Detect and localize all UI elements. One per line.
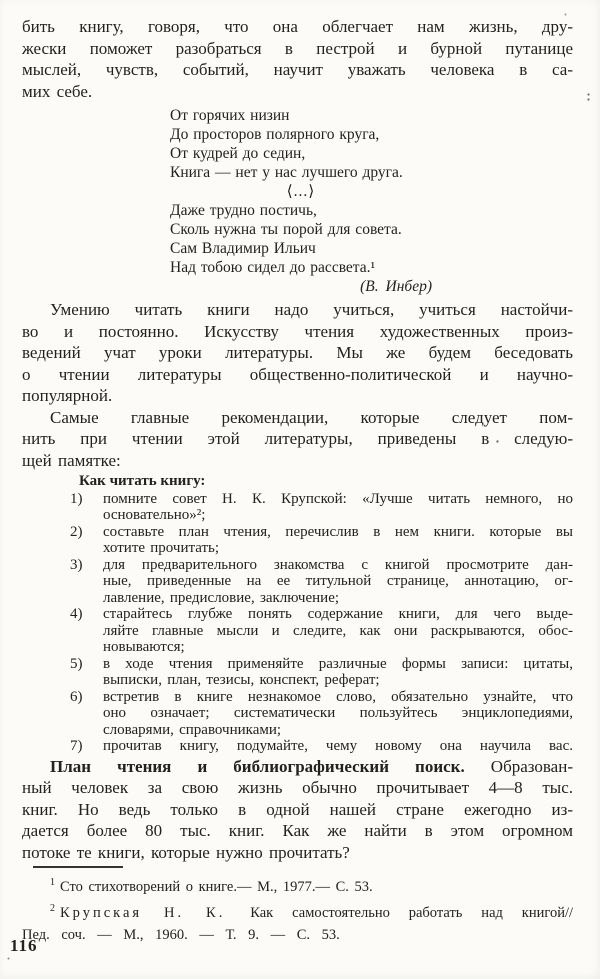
footnote-text: Сто стихотворений о книге.— М., 1977.— С. 53. [60, 878, 373, 895]
text-line: дается более 80 тыс. книг. Как же найти в этом огромном [22, 821, 573, 840]
footnote-marker: 2 [50, 902, 55, 914]
text-line: новываются; [103, 639, 185, 655]
poem-line: Сам Владимир Ильич [170, 240, 316, 257]
text-line: составьте план чтения, перечислив в нем книги. которые вы [103, 523, 573, 540]
poem-line: От кудрей до седин, [170, 145, 306, 162]
poem-line: Над тобою сидел до рассвета.¹ [170, 259, 376, 276]
text-line: о чтении литературы общественно-политической и научно- [22, 364, 573, 384]
text-line: Самые главные рекомендации, которые следует пом- [50, 407, 573, 427]
poem-line: До просторов полярного круга, [170, 126, 380, 143]
poem-ellipsis-separator: ⟨...⟩ [286, 183, 316, 200]
text-line: старайтесь глубже понять содержание книги, для чего выде- [103, 606, 573, 622]
text-line: оно означает; систематически пользуйтесь энциклопедиями, [103, 705, 573, 721]
memo-item [70, 656, 573, 689]
footnote-2 [22, 898, 573, 946]
text-run: Образован- [490, 756, 573, 776]
poem-line: Книга — нет у нас лучшего друга. [170, 164, 403, 181]
text-line: нить при чтении этой литературы, приведены в следую- [22, 429, 573, 448]
text-line [22, 756, 573, 778]
memo-item-number: 2) [70, 523, 83, 540]
memo-title: Как читать книгу: [79, 473, 206, 489]
text-line: словарями, справочниками; [103, 721, 282, 738]
text-line: Умению читать книги надо учиться, учиться настойчи- [50, 300, 573, 319]
poem-line: Сколь нужна ты порой для совета. [170, 221, 402, 238]
memo-item [70, 524, 573, 557]
run-in-heading: План чтения и библиографический поиск. [50, 756, 465, 776]
memo-item-number: 3) [70, 556, 83, 573]
text-line: хотите прочитать; [103, 540, 220, 556]
memo-item [70, 491, 573, 524]
poem-attribution: (В. Инбер) [360, 278, 432, 295]
poem-line: Даже трудно постичь, [170, 202, 317, 219]
memo-item-number: 4) [70, 606, 83, 622]
text-line: ляйте главные мысли и следите, как они раскрываются, обос- [103, 622, 573, 639]
paragraph-plan [22, 756, 573, 864]
text-line: для предварительного знакомства с книгой просмотрите дан- [103, 556, 573, 573]
footnote-author: Крупская Н. К. [60, 904, 226, 921]
text-line: лавление, предисловие, заключение; [103, 589, 340, 606]
text-line: книг. Но ведь только в одной нашей стране ежегодно из- [22, 799, 573, 819]
scan-artifacts [0, 0, 1, 1]
text-line: жески поможет разобраться в пестрой и бурной путанице [22, 38, 573, 58]
memo-item [70, 738, 573, 755]
memo-item [70, 689, 573, 739]
text-line: ные, приведенные на ее титульной странице, аннотацию, ог- [103, 573, 573, 589]
reading-memo [70, 473, 573, 755]
text-line: щей памятке: [22, 450, 121, 470]
text-line: во и постоянно. Искусству чтения художественных произ- [22, 321, 573, 341]
text-line: мих себе. [22, 81, 93, 101]
text-line: популярной. [22, 386, 113, 405]
footnote-marker: 1 [50, 877, 55, 888]
poem-quote [170, 106, 432, 296]
memo-item [70, 606, 573, 656]
text-line: в ходе чтения применяйте различные формы записи: цитаты, [103, 655, 573, 672]
memo-item-number: 6) [70, 688, 83, 705]
memo-item-number: 1) [70, 490, 83, 507]
memo-item-number: 7) [70, 738, 83, 754]
paragraph-body [22, 299, 573, 407]
text-line: ный человек за свою жизнь обычно прочитывает 4—8 тыс. [22, 778, 573, 797]
footnote-1 [22, 872, 573, 898]
footnote-text: Как самостоятельно работать над книгой// [250, 904, 574, 921]
paragraph-continuation [22, 16, 573, 102]
text-line: мыслей, чувств, событий, научит уважать человека в са- [22, 60, 573, 79]
footnote-separator-rule [33, 866, 123, 868]
text-line [22, 898, 573, 924]
text-line: прочитав книгу, подумайте, чему новому она научила вас. [103, 738, 573, 754]
footnotes-section [22, 866, 573, 946]
text-line: помните совет Н. К. Крупской: «Лучше читать немного, но [103, 490, 573, 507]
text-line: основательно»²; [103, 507, 206, 523]
page-number: 116 [10, 936, 38, 955]
text-line: бить книгу, говоря, что она облегчает нам жизнь, дру- [22, 17, 573, 36]
text-line: Пед. соч. — М., 1960. — Т. 9. — С. 53. [22, 926, 340, 943]
text-line: встретив в книге незнакомое слово, обязательно узнайте, что [103, 688, 573, 705]
poem-line: От горячих низин [170, 107, 290, 124]
text-line: выписки, план, тезисы, конспект, реферат; [103, 672, 380, 688]
memo-item-number: 5) [70, 655, 83, 672]
text-line: потоке те книги, которые нужно прочитать? [22, 842, 350, 862]
text-line: ведений учат уроки литературы. Мы же будем беседовать [22, 343, 573, 362]
paragraph-body [22, 407, 573, 472]
memo-item [70, 557, 573, 607]
